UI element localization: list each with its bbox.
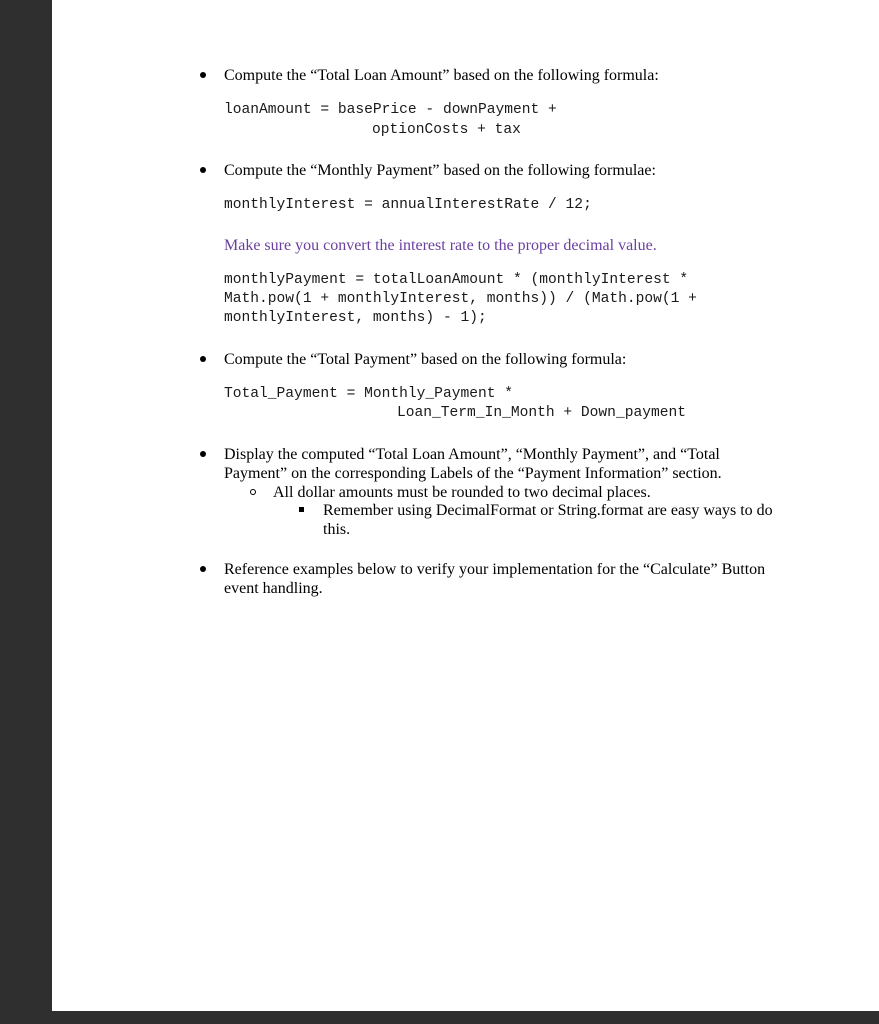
display-instruction-line: Payment” on the corresponding Labels of the “Payment Information” section. (224, 465, 722, 482)
bullet-dot (200, 356, 206, 362)
bullet-dot (200, 72, 206, 78)
document-page (52, 0, 879, 1011)
bullet-dot (200, 167, 206, 173)
sub-bullet-circle (250, 489, 256, 495)
display-instruction-line: Display the computed “Total Loan Amount”, “Monthly Payment”, and “Total (224, 446, 720, 463)
loan-amount-code-line: optionCosts + tax (372, 122, 521, 138)
reference-instruction-line: event handling. (224, 580, 323, 597)
sub-sub-bullet-square (299, 507, 304, 512)
interest-rate-note: Make sure you convert the interest rate to the proper decimal value. (224, 237, 657, 254)
monthly-payment-code-line: monthlyInterest, months) - 1); (224, 310, 487, 326)
loan-amount-code-line: loanAmount = basePrice - downPayment + (224, 102, 557, 118)
bullet-dot (200, 566, 206, 572)
reference-instruction-line: Reference examples below to verify your implementation for the “Calculate” Button (224, 561, 766, 578)
bullet-dot (200, 451, 206, 457)
monthly-payment-code-line: monthlyPayment = totalLoanAmount * (monthlyInterest * (224, 272, 689, 288)
total-payment-instruction: Compute the “Total Payment” based on the following formula: (224, 351, 627, 368)
format-tip-line: Remember using DecimalFormat or String.format are easy ways to do (323, 502, 773, 519)
monthly-payment-instruction: Compute the “Monthly Payment” based on the following formulae: (224, 162, 656, 179)
total-payment-code-line: Total_Payment = Monthly_Payment * (224, 386, 514, 402)
rounding-requirement: All dollar amounts must be rounded to two decimal places. (273, 484, 651, 501)
monthly-interest-code-line: monthlyInterest = annualInterestRate / 12; (224, 197, 592, 213)
total-payment-code-line: Loan_Term_In_Month + Down_payment (397, 405, 687, 421)
total-loan-instruction: Compute the “Total Loan Amount” based on the following formula: (224, 67, 659, 84)
monthly-payment-code-line: Math.pow(1 + monthlyInterest, months)) / (Math.pow(1 + (224, 291, 697, 307)
format-tip-line: this. (323, 521, 351, 538)
